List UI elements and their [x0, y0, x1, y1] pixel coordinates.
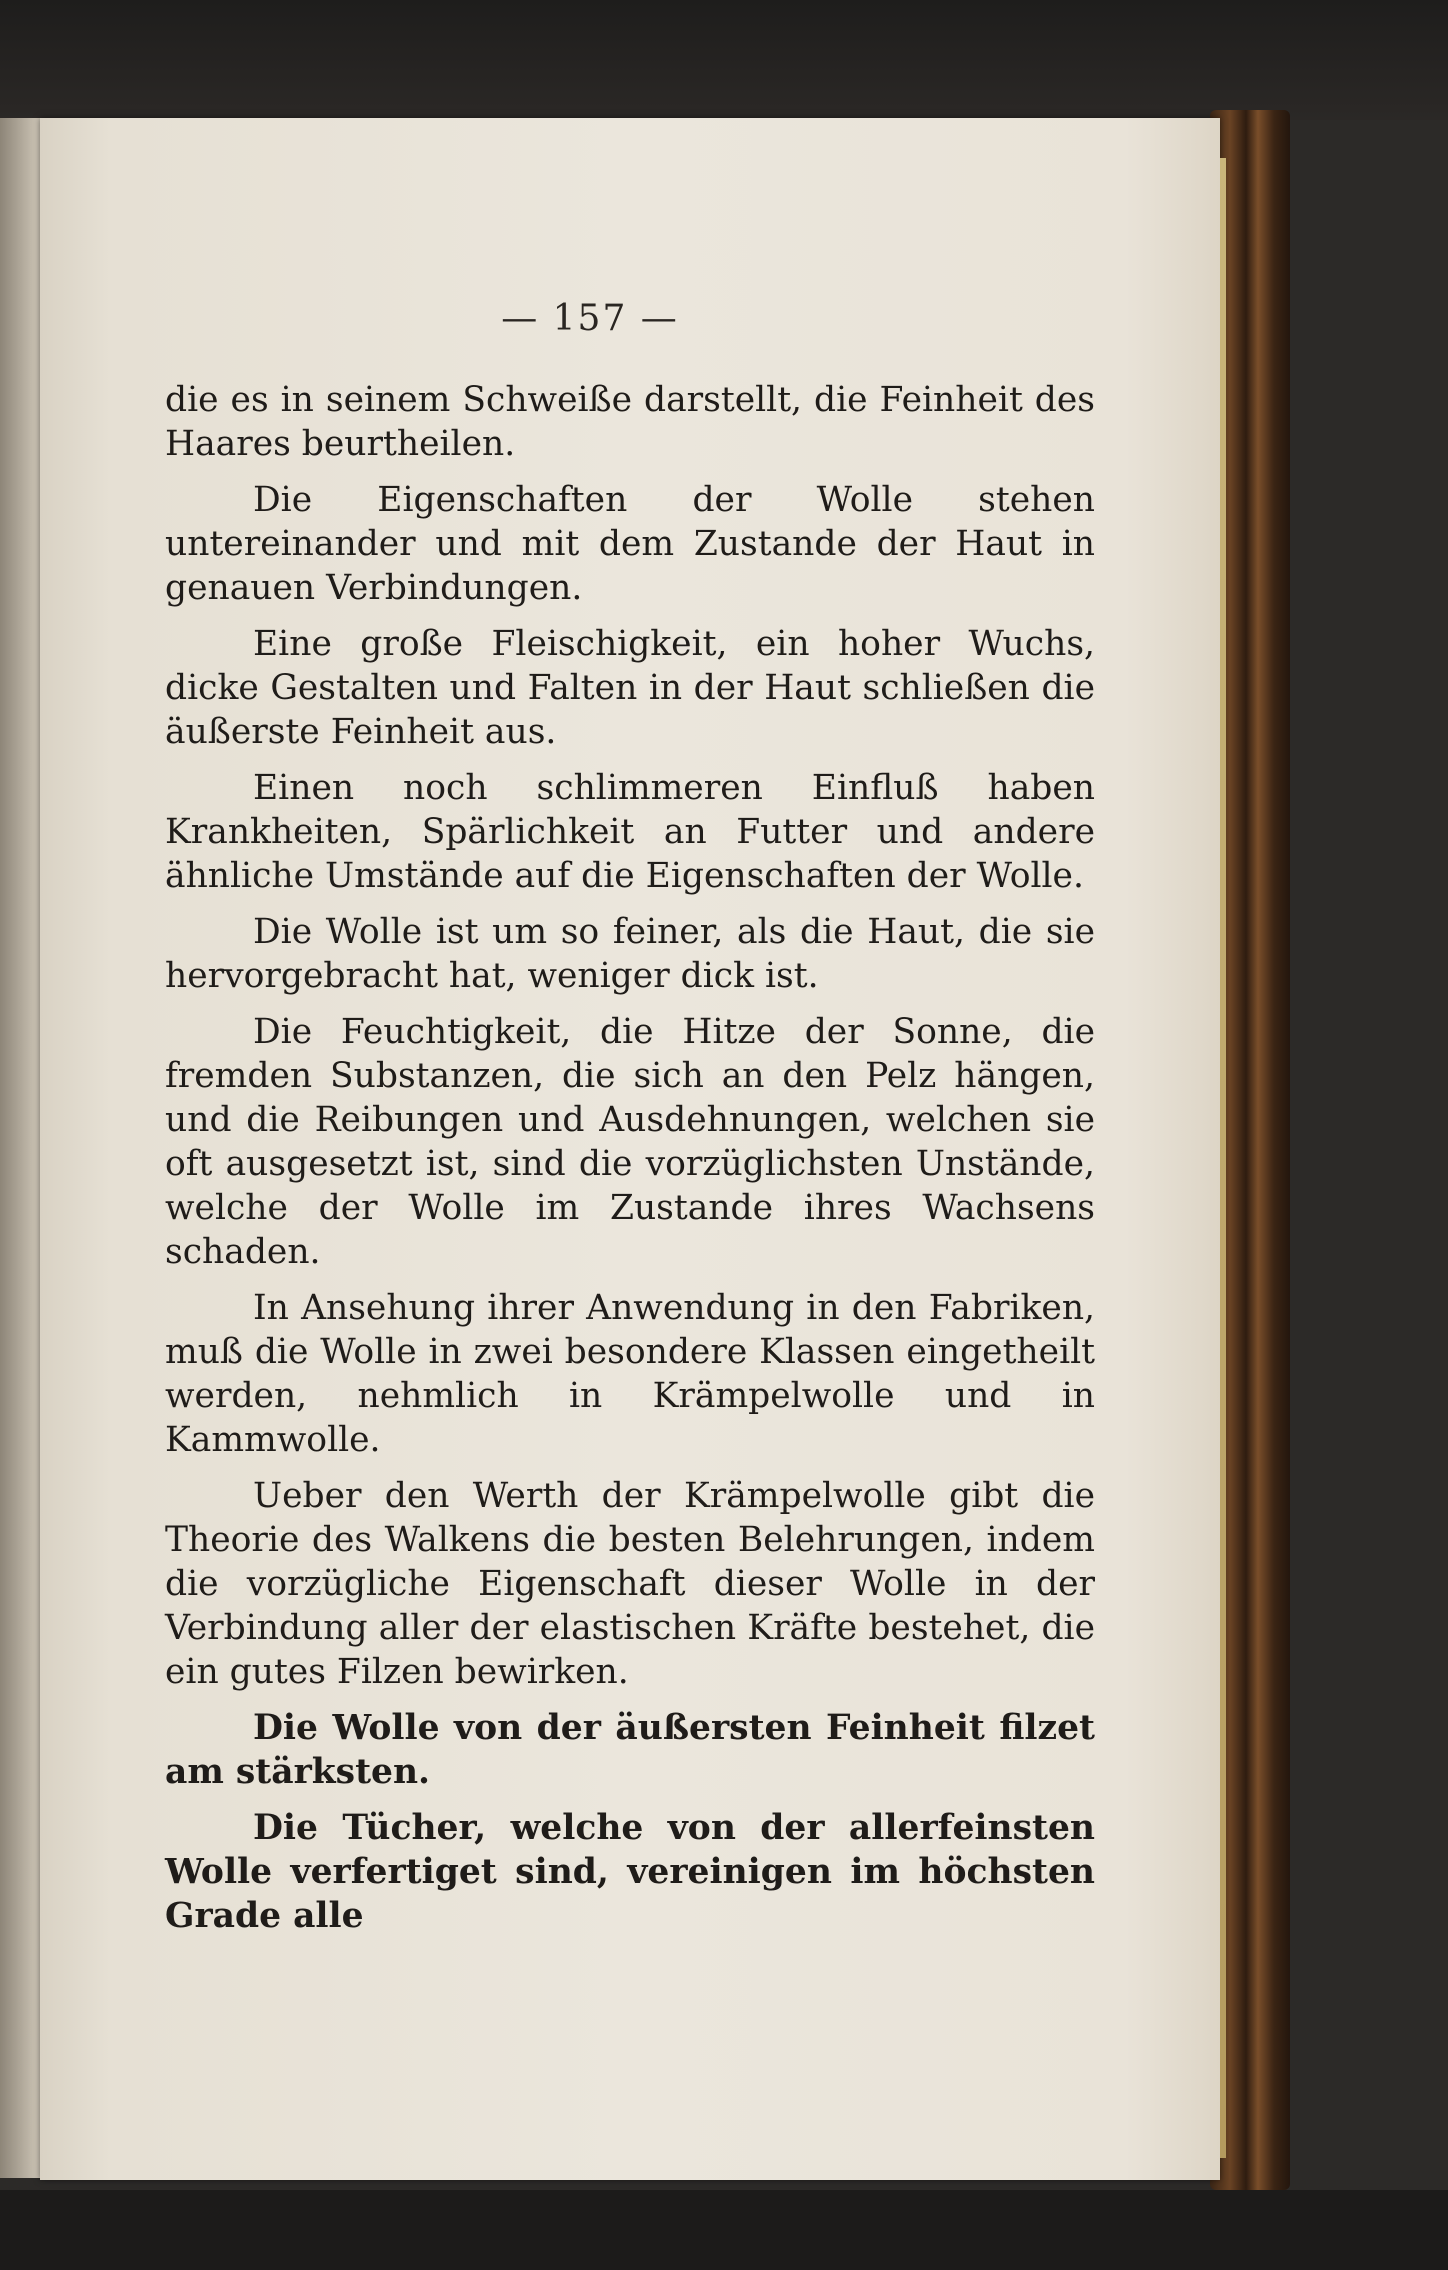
paragraph: Die Wolle ist um so feiner, als die Haut, die sie hervorgebracht hat, weniger dick ist. — [165, 912, 1095, 996]
paragraph: Eine große Fleischigkeit, ein hoher Wuchs, dicke Gestalten und Falten in der Haut schließen die äußerste Feinheit aus. — [165, 624, 1095, 752]
paragraph: Ueber den Werth der Krämpelwolle gibt die Theorie des Walkens die besten Belehrungen, indem die vorzügliche Eigenschaft dieser Wolle in der Verbindung aller der elastischen Kräfte bestehet, die ein gutes Filzen bewirken. — [165, 1476, 1095, 1692]
page-number: — 157 — — [501, 298, 679, 339]
scan-background-bottom — [0, 2190, 1448, 2270]
page-body — [165, 378, 1095, 1950]
paragraph: Einen noch schlimmeren Einfluß haben Krankheiten, Spärlichkeit an Futter und andere ähnliche Umstände auf die Eigenschaften der Wolle. — [165, 768, 1095, 896]
scan-background — [0, 0, 1448, 120]
page-edge — [1220, 158, 1226, 2158]
paragraph: Die Feuchtigkeit, die Hitze der Sonne, die fremden Substanzen, die sich an den Pelz hängen, und die Reibungen und Ausdehnungen, welchen sie oft ausgesetzt ist, sind die vorzüglichsten Unstände, welche der Wolle im Zustande ihres Wachsens schaden. — [165, 1012, 1095, 1272]
paragraph: In Ansehung ihrer Anwendung in den Fabriken, muß die Wolle in zwei besondere Klassen eingetheilt werden, nehmlich in Krämpelwolle und in Kammwolle. — [165, 1288, 1095, 1460]
paragraph: Die Tücher, welche von der allerfeinsten Wolle verfertiget sind, vereinigen im höchsten Grade alle — [165, 1808, 1095, 1936]
paragraph: die es in seinem Schweiße darstellt, die Feinheit des Haares beurtheilen. — [165, 380, 1095, 464]
book-page — [40, 118, 1220, 2180]
paragraph: Die Wolle von der äußersten Feinheit filzet am stärksten. — [165, 1708, 1095, 1792]
paragraph: Die Eigenschaften der Wolle stehen untereinander und mit dem Zustande der Haut in genauen Verbindungen. — [165, 480, 1095, 608]
facing-page-edge — [0, 118, 40, 2178]
